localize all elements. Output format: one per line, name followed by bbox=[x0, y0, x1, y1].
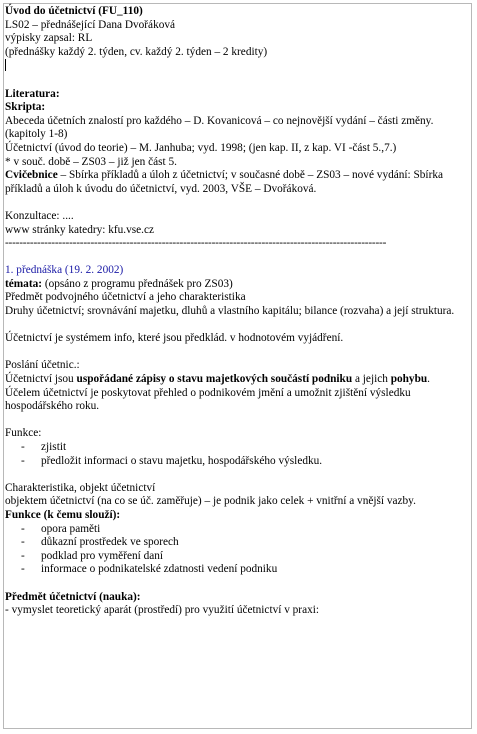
topic-2: Druhy účetnictví; srovnávání majetku, dluhů a vlastního kapitálu; bilance (rozvaha) a její struktura. bbox=[5, 305, 455, 318]
schedule-line: (přednášky každý 2. týden, cv. každý 2. týden – 2 kredity) bbox=[5, 45, 268, 58]
funkce-heading: Funkce: bbox=[5, 427, 42, 440]
characteristics-heading: Charakteristika, objekt účetnictví bbox=[5, 481, 156, 494]
book-2: Účetnictví (úvod do teorie) – M. Janhuba; vyd. 1998; (jen kap. II, z kap. VI -část 5.,7.) bbox=[5, 141, 397, 154]
funkce-list bbox=[5, 441, 467, 468]
predmet-text: - vymyslet teoretický aparát (prostředí) pro využití účetnictví v praxi: bbox=[5, 604, 320, 617]
topic-1: Předmět podvojného účetnictví a jeho charakteristika bbox=[5, 291, 246, 304]
list-item: - informace o podnikatelské zdatnosti vedení podniku bbox=[5, 563, 467, 577]
lecturer-line: LS02 – přednášející Dana Dvořáková bbox=[5, 18, 176, 31]
characteristics-text: objektem účetnictví (na co se úč. zaměřuje) – je podnik jako celek + vnitřní a vnější vazby. bbox=[5, 495, 416, 508]
literature-heading: Literatura: bbox=[5, 87, 60, 100]
cvicebnice-line bbox=[5, 169, 467, 196]
separator-line: ----------------------------------------------------------------------------------------------------------- bbox=[5, 237, 387, 250]
text-cursor bbox=[5, 59, 6, 71]
poslani-mid: a jejich bbox=[352, 373, 391, 386]
list-item: - opora paměti bbox=[5, 523, 467, 537]
web-line: www stránky katedry: kfu.vse.cz bbox=[5, 223, 155, 236]
funkce-2-list bbox=[5, 523, 467, 577]
temata-line bbox=[5, 278, 467, 292]
document-body bbox=[5, 5, 467, 618]
poslani-bold: uspořádané zápisy o stavu majetkových součástí podniku bbox=[76, 373, 353, 386]
poslani-heading: Poslání účetnic.: bbox=[5, 359, 80, 372]
poslani-post: . bbox=[427, 373, 430, 386]
book-1: Abeceda účetních znalostí pro každého – D. Kovanicová – co nejnovější vydání – části změny. (kapitoly 1-8) bbox=[5, 114, 434, 141]
doc-title: Úvod do účetnictví (FU_110) bbox=[5, 5, 143, 17]
cvicebnice-label: Cvičebnice bbox=[5, 169, 58, 182]
predmet-heading: Předmět účetnictví (nauka): bbox=[5, 590, 141, 603]
poslani-line-2: Účelem účetnictví je poskytovat přehled o podnikovém jmění a umožnit zjištění výsledku hospodářského roku. bbox=[5, 386, 411, 413]
list-item: - předložit informaci o stavu majetku, hospodářského výsledku. bbox=[5, 455, 467, 469]
notes-author-line: výpisky zapsal: RL bbox=[5, 32, 93, 45]
poslani-line bbox=[5, 373, 467, 387]
text-cursor-line bbox=[5, 59, 467, 74]
lecture-title: 1. přednáška (19. 2. 2002) bbox=[5, 264, 124, 277]
konzultace-line: Konzultace: .... bbox=[5, 209, 74, 222]
skripta-heading: Skripta: bbox=[5, 101, 46, 114]
temata-text: (opsáno z programu přednášek pro ZS03) bbox=[42, 277, 233, 290]
list-item: - zjistit bbox=[5, 441, 467, 455]
definition-line: Účetnictví je systémem info, které jsou předklád. v hodnotovém vyjádření. bbox=[5, 332, 344, 345]
poslani-pre: Účetnictví jsou bbox=[5, 373, 77, 386]
list-item: - důkazní prostředek ve sporech bbox=[5, 536, 467, 550]
temata-label: témata: bbox=[5, 277, 43, 290]
funkce-2-heading: Funkce (k čemu slouží): bbox=[5, 508, 121, 521]
book-3: * v souč. době – ZS03 – již jen část 5. bbox=[5, 155, 177, 168]
cvicebnice-text: – Sbírka příkladů a úloh z účetnictví; v současné době – ZS03 – nové vydání: Sbírka příkladů a úloh k úvodu do účetnictví, vyd. 2003, VŠE – Dvořáková. bbox=[5, 169, 443, 195]
list-item: - podklad pro vyměření daní bbox=[5, 550, 467, 564]
poslani-bold-2: pohybu bbox=[390, 373, 428, 386]
